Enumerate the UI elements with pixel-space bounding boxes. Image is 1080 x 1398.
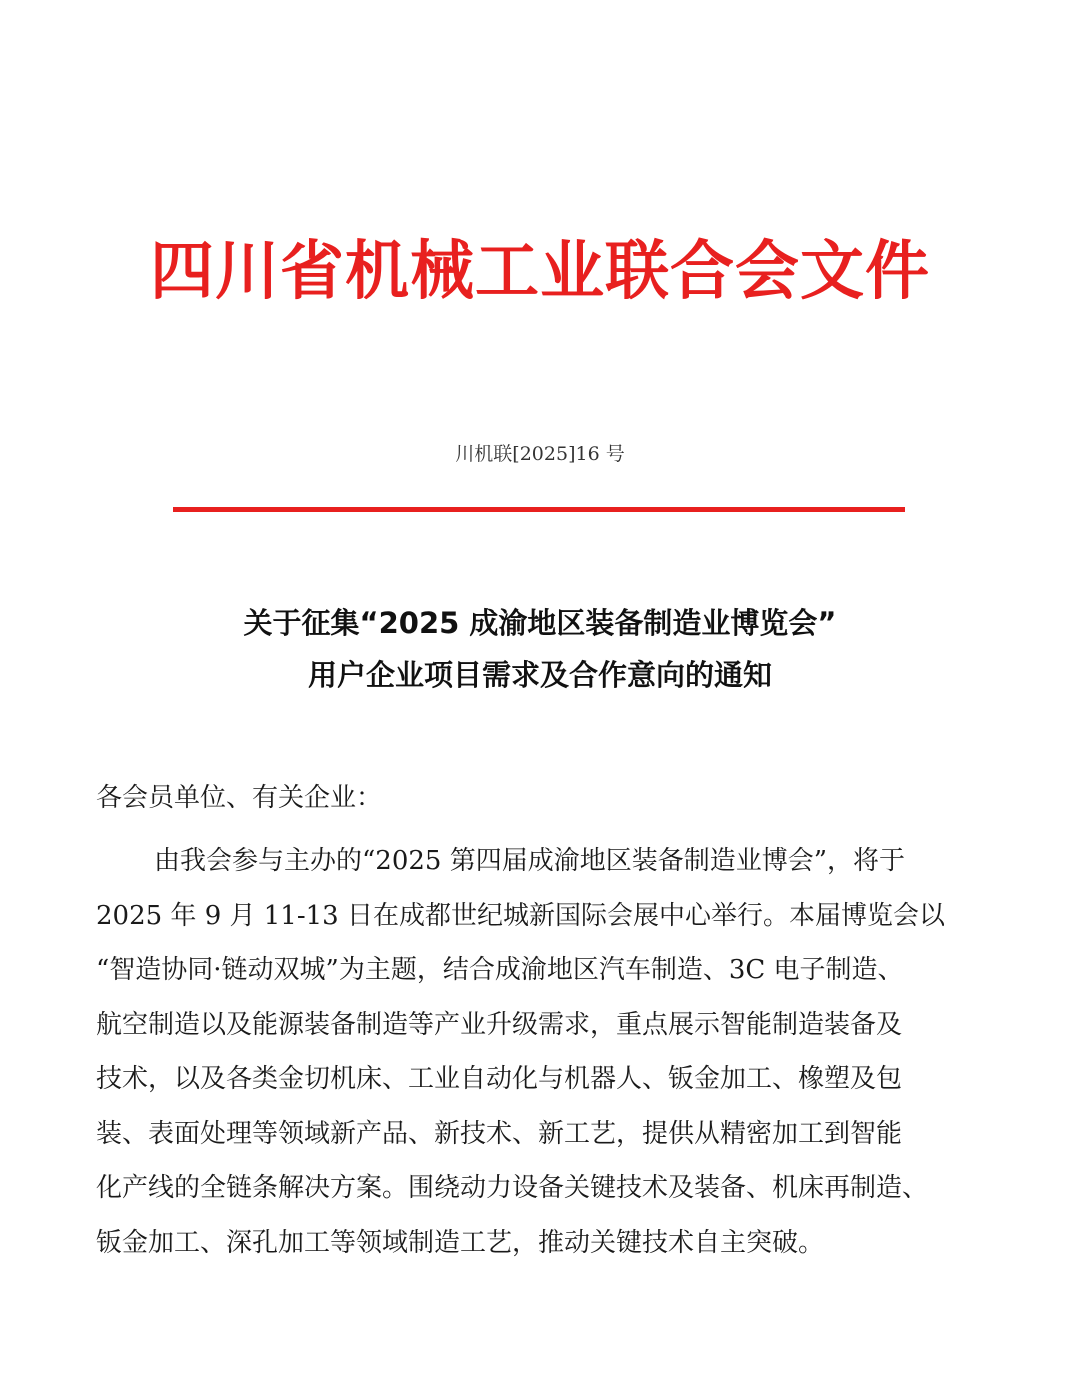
notice-title-line: 用户企业项目需求及合作意向的通知 xyxy=(307,658,772,692)
notice-title xyxy=(0,597,1080,701)
document-number: 川机联[2025]16 号 xyxy=(455,443,625,465)
body-line: 航空制造以及能源装备制造等产业升级需求，重点展示智能制造装备及 xyxy=(96,1009,903,1040)
document-header-title: 四川省机械工业联合会文件 xyxy=(150,235,930,309)
body-line: 装、表面处理等领域新产品、新技术、新工艺，提供从精密加工到智能 xyxy=(96,1118,903,1149)
notice-title-line: 关于征集“2025 成渝地区装备制造业博览会” xyxy=(243,606,837,640)
body-line: 钣金加工、深孔加工等领域制造工艺，推动关键技术自主突破。 xyxy=(96,1227,825,1258)
salutation: 各会员单位、有关企业： xyxy=(96,783,383,813)
body-line: “智造协同·链动双城”为主题，结合成渝地区汽车制造、3C 电子制造、 xyxy=(96,955,904,985)
red-divider-rule xyxy=(173,507,905,512)
body-line: 2025 年 9 月 11-13 日在成都世纪城新国际会展中心举行。本届博览会以 xyxy=(96,900,945,931)
body-paragraph xyxy=(96,834,1008,1270)
body-line: 由我会参与主办的“2025 第四届成渝地区装备制造业博会”，将于 xyxy=(154,846,906,876)
body-line: 技术，以及各类金切机床、工业自动化与机器人、钣金加工、橡塑及包 xyxy=(96,1064,903,1094)
body-line: 化产线的全链条解决方案。围绕动力设备关键技术及装备、机床再制造、 xyxy=(96,1173,929,1203)
